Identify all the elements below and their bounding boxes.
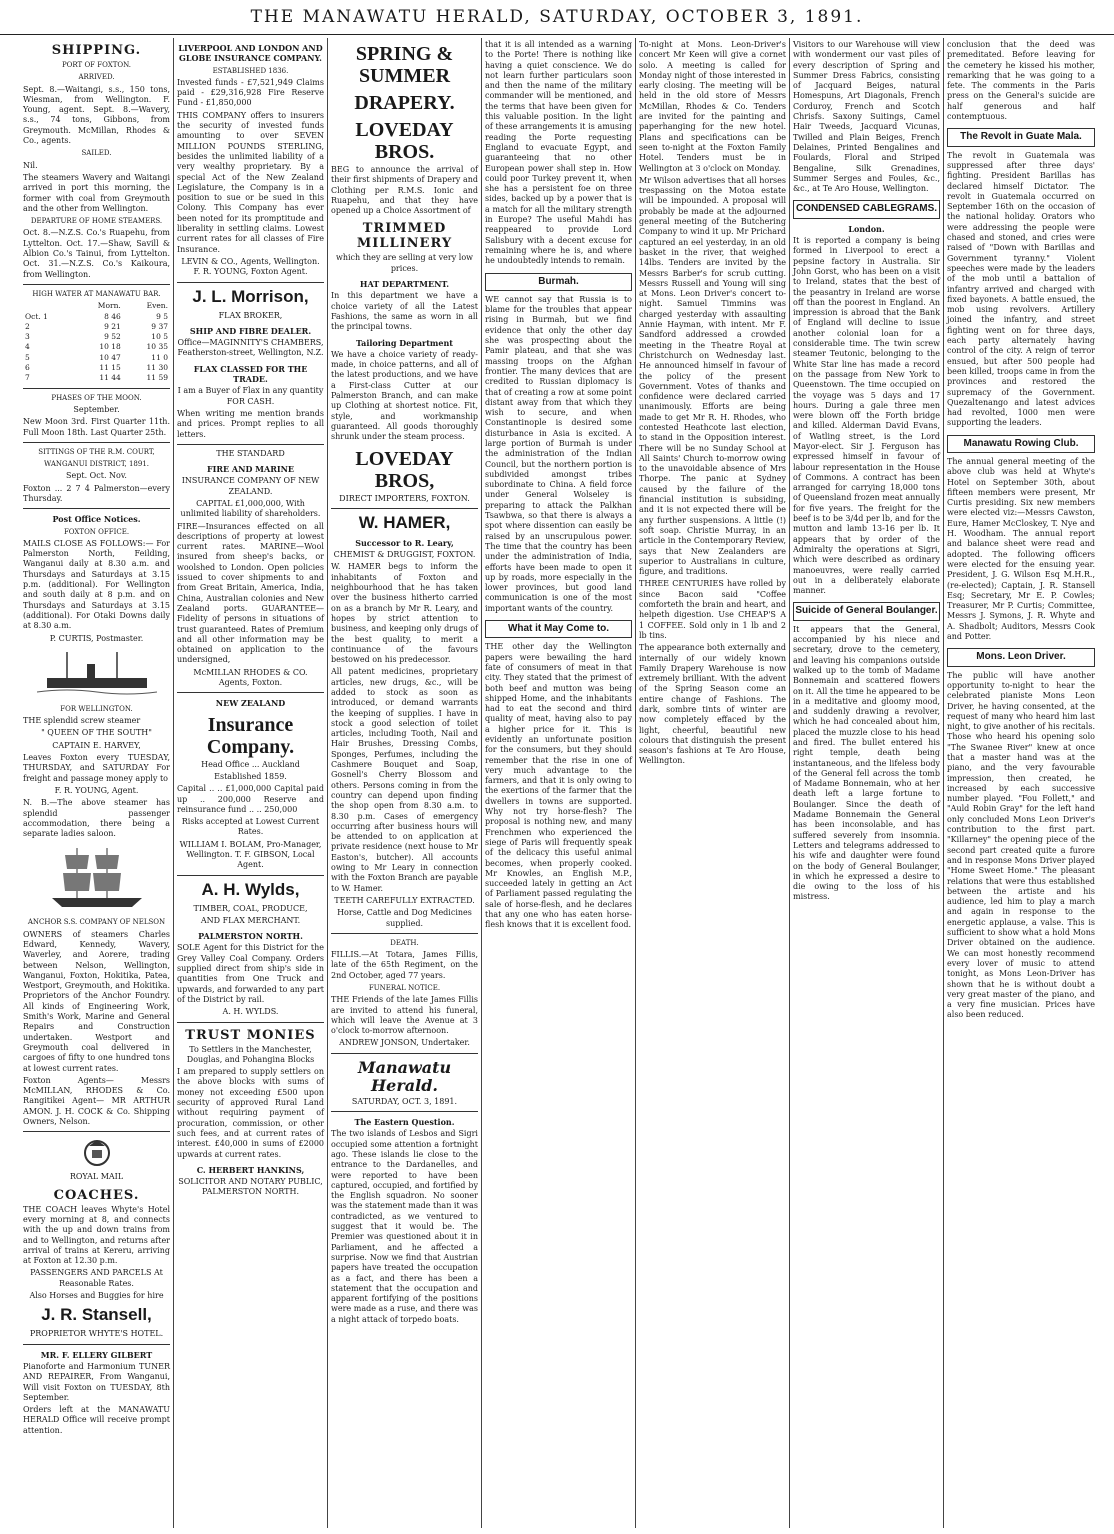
- departure-heading: DEPARTURE OF HOME STEAMERS.: [30, 217, 163, 226]
- tide-row: [23, 322, 170, 332]
- column-7: [944, 38, 1098, 1528]
- drapery-heading: DRAPERY.: [354, 92, 455, 114]
- drapery-warehouse-notice: The appearance both externally and internally of our widely known Family Drapery Warehouse is now extremely brilliant. With the advent of the Spring Season come an entire change of Fashions. The dark, sombre tints of winter are now completely effaced by the light, cheerful, beautiful new colours that distinguish the present season's fashions at Te Aro House, Wellington.: [639, 643, 786, 766]
- warehouse-visitors-text: Visitors to our Warehouse will view with wonderment our vast piles of every description of Spring and Summer Dress Fabrics, consisting of Jacquard Beiges, natural Homespuns, Art Diagonals, French Corduroy, French and Scotch Chrisfs. Saxony Suitings, Camel Hair Tweeds, Jacquard Vicunas, Twilled and Plain Beiges, French Delaines, Printed Bengalines and Foulards, Floral and Striped Bengaline, Silk Grenadines, Summer Serges and Foules, &c., &c., at Te Aro House, Wellington.: [793, 40, 940, 194]
- funeral-text: THE Friends of the late James Fillis are invited to attend his funeral, which will leave the Avenue at 3 o'clock to-morrow afternoon.: [331, 995, 478, 1036]
- burmah-text: WE cannot say that Russia is to blame for the troubles that appear rising in Burmah, but we find evidence that only the other day she was prospecting about the Pamir plateau, and that she was massing troops on the Afghan frontier. The many devices that are credited to Russian diplomacy is that of creating a row at some point distant away from that which they wish to secure, and when Constantinople is desired some disturbance in Asia is excited. A large portion of Burmah is under the administration of the Indian Council, but the northern portion is subdivided amongst tribes subordinate to China. A field force under General Wolseley is preparing to attack the Palkhan Tsawbwa, so that there is always a spot where dissention can easily be raised by an unscrupulous power. The time that the country has been under the administration of India, efforts have been made to open it up by roads, more especially in the lower provinces, but good land communication is one of the most important wants of the country.: [485, 294, 632, 613]
- flax-buyer: I am a Buyer of Flax in any quantity FOR CASH.: [177, 386, 324, 406]
- ship-fibre-label: SHIP AND FIBRE DEALER.: [189, 325, 312, 336]
- divider: [23, 508, 170, 509]
- nz-bolam: WILLIAM I. BOLAM, Pro-Manager, Wellington. T. F. GIBSON, Local Agent.: [179, 839, 322, 870]
- wylds-sole-agent: SOLE Agent for this District for the Grey Valley Coal Company. Orders supplied direct from ship's side in quantities from One Truck and upwards, and forwarded to any part of the District by rail.: [177, 943, 324, 1004]
- tide-date: 4: [25, 342, 30, 352]
- shipping-heading: SHIPPING.: [51, 43, 142, 58]
- anchor-heading: ANCHOR S.S. COMPANY OF NELSON: [27, 918, 166, 927]
- divider: [177, 692, 324, 693]
- trust-monies-text: I am prepared to supply settlers on the above blocks with sums of money not exceeding £500 upon security of approved Rural Land without requiring payment of procuration, commission, or other such fees, and at current rates of interest. £40,000 in sums of £2000 upwards at current rates.: [177, 1067, 324, 1159]
- post-heading: Post Office Notices.: [52, 514, 141, 525]
- flax-classed: FLAX CLASSED FOR THE TRADE.: [193, 363, 308, 385]
- guatemala-heading: The Revolt in Guate Mala.: [947, 128, 1095, 146]
- wylds-flax-merchant: AND FLAX MERCHANT.: [200, 915, 301, 925]
- column-6: [790, 38, 944, 1528]
- three-centuries-notice: THREE CENTURIES have rolled by since Bacon said "Coffee comforteth the brain and heart, and helpeth digestion. Use CHEAP'S A 1 COFFEE. Sold only in 1 lb and 2 lb tins.: [639, 579, 786, 640]
- moon-heading: PHASES OF THE MOON.: [51, 393, 142, 402]
- standard-heading: THE STANDARD: [216, 448, 285, 458]
- tide-morn: 11 44: [99, 373, 121, 383]
- stansell-name: J. R. Stansell,: [41, 1305, 152, 1325]
- column-4: [482, 38, 636, 1528]
- page-columns: [20, 38, 1100, 1528]
- standard-capital: CAPITAL £1,000,000, With unlimited liability of shareholders.: [180, 498, 321, 519]
- liverpool-agents: LEVIN & CO., Agents, Wellington. F. R. YOUNG, Foxton Agent.: [181, 256, 320, 277]
- eastern-question-text: The two islands of Lesbos and Sigri occupied some attention a fortnight ago. These islands lie close to the entrance to the Dardanelles, and were reported to have been captured, occupied, and fortified by the English squadron. No sooner was the statement made than it was contradicted, as we ventured to suggest that it would be. The Premier was questioned about it in Parliament, and he affected a surprise. Now we find that Austrian papers have treated the occupation as a fact, and there has been a statement that the occupation and apparent fortifying of the positions were made as a ruse, and there was a night attack of torpedo boats.: [331, 1129, 478, 1324]
- tide-row: [23, 373, 170, 383]
- passengers-parcels: PASSENGERS AND PARCELS At Reasonable Rates.: [30, 1268, 163, 1288]
- hamer-chemist: CHEMIST & DRUGGIST, FOXTON.: [333, 550, 476, 560]
- tide-date: 3: [25, 332, 30, 342]
- divider: [23, 284, 170, 285]
- steamer-detail: Leaves Foxton every TUESDAY, THURSDAY, and SATURDAY For freight and passage money apply to: [23, 753, 170, 783]
- court-months: Sept. Oct. Nov.: [66, 471, 127, 481]
- funeral-heading: FUNERAL NOTICE.: [368, 984, 441, 992]
- leon-driver-text: The public will have another opportunity to-night to hear the celebrated pianiste Mons Leon Driver, he having consented, at the request of many who heard him last night, to give another of his recitals. Those who heard his opening solo "The Swanee River" knew at once that a master hand was at the piano, and the very favourable impression, then created, he increased by each successive number played. "Fou Follett," and "Auld Robin Gray" for the left hand only concluded Mons Leon Driver's contribution to the first part. "Killarney" the opening piece of the second part created quite a furore and in response Mons Driver played "Home Sweet Home." The pleasant relations that were thus established between the artiste and his audience, led him to play a march and again in response to the energetic applause, a valse. This is sufficient to show what a hold Mons Driver obtained on the audience. We can most honestly recommend every lover of music to attend tonight, as Mons Leon-Driver has shown that he is without doubt a very great master of the piano, and a very fine musician. Prices have also been reduced.: [947, 670, 1096, 1020]
- tailoring-text: We have a choice variety of ready-made, in choice patterns, and all of the latest productions, and we have a First-class Cutter at our Palmerston Branch, and can make up Clothing at shortest notice. Fit, style, and workmanship guaranteed. All goods thoroughly shrunk under the steam process.: [331, 349, 478, 442]
- proprietor-label: PROPRIETOR WHYTE'S HOTEL.: [29, 1329, 164, 1339]
- nz-risks: Risks accepted at Lowest Current Rates.: [181, 817, 320, 837]
- condensed-cablegrams-heading: CONDENSED CABLEGRAMS.: [793, 200, 940, 218]
- teeth-extracted: TEETH CAREFULLY EXTRACTED.: [334, 895, 475, 905]
- tide-morn: 9 52: [104, 332, 121, 342]
- sailing-ship-illustration: [37, 843, 157, 913]
- loveday-bros-signature: LOVEDAY BROS,: [355, 447, 454, 492]
- tide-even: 10 5: [151, 332, 168, 342]
- tide-morn: 10 18: [99, 342, 121, 352]
- coaches-heading: COACHES.: [53, 1187, 140, 1203]
- burmah-heading: Burmah.: [485, 273, 632, 291]
- masthead: [0, 0, 1114, 35]
- tide-heading: HIGH WATER AT MANAWATU BAR.: [32, 289, 161, 298]
- divider: [23, 1131, 170, 1132]
- divider: [331, 508, 478, 509]
- column-2: [174, 38, 328, 1528]
- trimmed-millinery: TRIMMED MILLINERY: [356, 221, 453, 252]
- wylds-name: A. H. Wylds,: [201, 879, 300, 899]
- nz-head-office: Head Office ... Auckland: [201, 759, 300, 769]
- divider: [331, 933, 478, 934]
- fire-marine-text: FIRE—Insurances effected on all descriptions of property at lowest current rates. MARINE—Wool insured from sheep's backs, or woolshed to London. Open policies issued to cover shipments to and from Great Britain, America, India, China, Australian colonies and New Zealand ports. GUARANTEE—Fidelity of persons in situations of trust guaranteed. Rates of Premium and all other information may be obtained on application to the undersigned,: [177, 521, 324, 665]
- tide-morn: 8 46: [104, 311, 121, 321]
- liverpool-funds: Invested funds - £7,521,949 Claims paid - £29,316,928 Fire Reserve Fund - £1,850,000: [177, 77, 324, 108]
- selling-low-prices: which they are selling at very low prices.: [336, 253, 473, 273]
- tide-date: 5: [25, 352, 30, 362]
- horses-for-hire: Also Horses and Buggies for hire: [29, 1291, 164, 1301]
- loveday-heading: LOVEDAY BROS.: [355, 119, 454, 163]
- tide-row: [23, 332, 170, 342]
- tide-row: [23, 353, 170, 363]
- horse-medicines: Horse, Cattle and Dog Medicines supplied.: [337, 908, 472, 928]
- divider: [23, 388, 170, 389]
- steamers-note: The steamers Wavery and Waitangi arrived in port this morning, the former with coal from Greymouth and the other from Wellington.: [23, 172, 170, 213]
- anchor-text: OWNERS of steamers Charles Edward, Kennedy, Wavery, Waverley, and Aorere, trading between Nelson, Wellington, Wanganui, Foxton, Hokitika, Patea, Westport, Greymouth, and Hokitika. Proprietors of the Anchor Foundry. All kinds of Engineering Work, Smith's Work, Marine and General Repairs and Construction undertaken. Westport and Greymouth coal delivered in cargoes of fifty to one hundred tons at lowest current rates.: [23, 929, 170, 1073]
- divider: [23, 442, 170, 443]
- tide-even: 9 37: [151, 321, 168, 331]
- divider: [23, 1344, 170, 1345]
- steamship-illustration: [37, 648, 157, 700]
- piano-tuner-text: Pianoforte and Harmonium TUNER AND REPAIRER, From Wanganui, Will visit Foxton on TUESDAY, 8th September.: [23, 1361, 170, 1402]
- what-it-may-come-to-heading: What it May Come to.: [485, 620, 632, 638]
- tide-morn: 11 15: [99, 363, 121, 373]
- rowing-club-heading: Manawatu Rowing Club.: [947, 435, 1095, 453]
- court-heading: SITTINGS OF THE R.M. COURT,: [38, 447, 155, 456]
- standard-insurance: INSURANCE COMPANY OF NEW ZEALAND.: [181, 476, 320, 496]
- nz-heading: NEW ZEALAND: [215, 698, 286, 709]
- tide-even: 11 30: [146, 363, 168, 373]
- hamer-name: W. HAMER,: [358, 512, 451, 532]
- steamer-agent: F. R. YOUNG, Agent.: [54, 785, 139, 795]
- trust-monies-heading: TRUST MONIES: [185, 1027, 316, 1043]
- cablegrams-text: It is reported a company is being formed in Liverpool to erect a pepsine factory in Australia. Sir John Gorst, who has been on a visit to Ireland, states that the best of the peasantry in Ireland are worse off than the poorest in England. An impression is abroad that the Bank of England will decline to issue another colonial loan for a considerable time. The twin screw steamer Teutonic, belonging to the White Star line has made a record on the passage from New York to Queenstown. The time occupied on the voyage was 5 days and 17 hours. During a gale three men were blown off the Forth bridge and killed. Alderman David Evans, of Watling street, is the Lord Mayor-elect. Sir J. Ferguson has expressed himself in favour of labour representation in the House of Commons. A contract has been arranged for carrying 18,000 tons of Queensland frozen meat annually for five years. The freight for the beef is to be 3/4d per lb, and for the mutton and lamb 13-16 per lb. It appears that by order of the Admiralty the operations at Sigri, which were described as ordinary manoeuvres, were really carried out in a deliberately elaborate manner.: [793, 236, 940, 596]
- court-text: Foxton ... 2 7 4 Palmerston—every Thursday.: [23, 483, 170, 503]
- moon-month: September.: [73, 404, 120, 414]
- steamer-captain: CAPTAIN E. HARVEY,: [52, 740, 141, 750]
- death-text: FILLIS.—At Totara, James Fillis, late of the 65th Regiment, on the 2nd October, aged 77 years.: [331, 950, 478, 980]
- boulanger-heading: Suicide of General Boulanger.: [793, 602, 940, 620]
- tide-table: [23, 301, 170, 383]
- hamer-successor: Successor to R. Leary,: [355, 537, 454, 548]
- tide-even: 10 35: [146, 342, 168, 352]
- sailed-text: Nil.: [23, 160, 38, 170]
- tide-morn: 10 47: [99, 352, 121, 362]
- tide-date: Oct. 1: [25, 311, 48, 321]
- piano-tuner-heading: MR. F. ELLERY GILBERT: [40, 1349, 153, 1360]
- divider: [177, 444, 324, 445]
- post-subheading: FOXTON OFFICE.: [63, 527, 130, 536]
- tide-even: 9 5: [156, 311, 168, 321]
- steamer-text: THE splendid screw steamer: [23, 716, 141, 726]
- hamer-patent: All patent medicines, proprietary articles, new drugs, &c., will be added to stock as soon as introduced, or demand warrants the keeping of supplies. I have in stock a good selection of toilet articles, including Tooth, Nail and Hair Brushes, Dressing Combs, Sponges, Perfumes, including the Cashmere Bouquet and Soap, Gosnell's Cherry Blossom and others. Persons coming in from the country can depend upon finding the shop open from 8.30 a.m. to 8.30 p.m. Cases of emergency occurring after business hours will be attended to on application at private residence (next house to Mr Easton's, butcher). All accounts owing to Mr Leary in connection with the Foxton Branch are payable to W. Hamer.: [331, 667, 478, 893]
- tide-even: 11 59: [146, 373, 168, 383]
- nz-capital: Capital .. .. £1,000,000 Capital paid up .. 200,000 Reserve and reinsurance fund .. .. 250,000: [177, 784, 324, 814]
- tide-morn: 9 21: [104, 321, 121, 331]
- divider: [331, 1053, 478, 1054]
- leon-driver-heading: Mons. Leon Driver.: [947, 648, 1095, 666]
- hankins-name: C. HERBERT HANKINS,: [196, 1164, 305, 1175]
- flax-broker-label: FLAX BROKER,: [218, 310, 283, 320]
- wylds-signature: A. H. WYLDS.: [222, 1007, 279, 1017]
- moon-text: New Moon 3rd. First Quarter 11th. Full Moon 18th. Last Quarter 25th.: [23, 417, 170, 437]
- court-subheading: WANGANUI DISTRICT, 1891.: [43, 460, 150, 469]
- eastern-question-continued: that it is all intended as a warning to the Porte! There is nothing like having a quiet conscience. We do not learn further particulars soon and then the name of the military commander will be mentioned, and the terms that have been given for this valuable position. In the light of these arrangements it is amusing reading the Porte requesting England to evacuate Egypt, and guaranteeing that no other European power shall step in. How could poor Turkey prevent it, when she has a persistent foe on three sides, backed up by a power that is a match for all the military strength in Europe? The useful Mahdi has reappeared to provide Lord Salisbury with a decent excuse for remaining where he is, and where he undoubtedly intends to remain.: [485, 40, 632, 266]
- tide-row: [23, 342, 170, 352]
- wylds-timber: TIMBER, COAL, PRODUCE,: [193, 903, 308, 913]
- arrived-label: ARRIVED.: [78, 73, 115, 82]
- liverpool-heading: LIVERPOOL AND LONDON AND GLOBE INSURANCE COMPANY.: [178, 43, 323, 64]
- arrived-text: Sept. 8.—Waitangi, s.s., 150 tons, Wiesman, from Wellington. F. Young, agent. Sept. 8.—Wavery, s.s., 74 tons, Gibbons, from Greymouth. McMillan, Rhodes & Co., agents.: [23, 84, 170, 146]
- newspaper-title: THE MANAWATU HERALD, SATURDAY, OCTOBER 3, 1891.: [250, 7, 864, 27]
- liverpool-established: ESTABLISHED 1836.: [212, 66, 289, 75]
- tide-date: 2: [25, 321, 30, 331]
- orders-notice: Orders left at the MANAWATU HERALD Office will receive prompt attention.: [23, 1405, 170, 1435]
- local-concert-notes: To-night at Mons. Leon-Driver's concert Mr Keen will give a cornet solo. A meeting is called for Monday night of those interested in early closing. The meeting will be held in the old store of Messrs McMillan, Rhodes & Co. Tenders are invited for the painting and paperhanging for the new hotel. Plans and specifications can be seen to-night at the Foxton Family Hotel. Tenders must be in Wellington at 3 o'clock on Monday.: [639, 40, 786, 173]
- nz-insurance-heading: Insurance Company.: [206, 713, 295, 758]
- steamer-name: " QUEEN OF THE SOUTH": [41, 728, 152, 738]
- tide-col-header: Even.: [146, 301, 168, 311]
- for-wellington-heading: FOR WELLINGTON.: [60, 704, 133, 713]
- tide-row: [23, 312, 170, 322]
- death-heading: DEATH.: [390, 938, 419, 947]
- loveday-announce: BEG to announce the arrival of their first shipments of Drapery and Clothing per R.M.S. Ionic and Ruapehu, and that they have opened up a Choice Assortment of: [331, 165, 478, 216]
- tide-col-header: [23, 301, 73, 311]
- coach-text: THE COACH leaves Whyte's Hotel every morning at 8, and connects with the up and down trains from and to Wellington, and returns after arrival of trains at Kereru, arriving at Foxton at 12.30 p.m.: [23, 1204, 170, 1266]
- liverpool-text: THIS COMPANY offers to insurers the security of invested funds amounting to over SEVEN MILLION POUNDS STERLING, besides the unlimited liability of a very wealthy proprietary. By a special Act of the New Zealand Legislature, the Company is in a position to sue or be sued in this Colony. This Company has ever been noted for its promptitude and liberality in settling claims. Lowest current rates for all classes of Fire Insurance.: [177, 110, 324, 254]
- divider: [177, 282, 324, 283]
- anchor-agents: Foxton Agents— Messrs McMILLAN, RHODES & Co. Rangitikei Agent— MR ARTHUR AMON. J. H. COCK & Co. Shipping Owners, Nelson.: [23, 1075, 170, 1127]
- tide-header-row: [23, 301, 170, 311]
- column-3: [328, 38, 482, 1528]
- boulanger-text: It appears that the General, accompanied by his niece and secretary, drove to the cemetery, and leaving his companions outside walked up to the tomb of Madame Bonnemain and scattered flowers on it. All the time he appeared to be in a meditative and gloomy mood, and suddenly drawing a revolver, which he had concealed about him, placed the muzzle close to his head and fired. The bullet entered his right temple, death being instantaneous, and the lifeless body of the General fell across the tomb of Madame Bonnemain, who at her death left a large fortune to Boulanger. Since the death of Madame Bonnemain the General has been inconsolable, and has suffered severely from insomnia. Letters and telegrams addressed to his wife and daughter were found on the body of General Boulanger, in which he expressed a desire to die owing to the loss of his mistress.: [793, 624, 940, 902]
- port-heading: PORT OF FOXTON.: [61, 61, 132, 69]
- fire-marine-heading: FIRE AND MARINE: [206, 464, 295, 475]
- what-it-may-come-to-text: THE other day the Wellington papers were bewailing the hard fate of consumers of meat in that city. They stated that the primest of both beef and mutton was being shipped Home, and the inhabitants had to eat the second and third quality of meat, having also to pay a higher price for it. This is evidently an unfortunate position for the consumers, but they should remember that the rise in one of very much advantage to the farmers, and that it is only owing to the exertions of the farmer that the dwellers in towns are supported. Why not try horse-flesh? The proposal is nothing new, and many Frenchmen who experienced the siege of Paris will frequently speak of the delicacy this useful animal becomes, when properly cooked. Mr Knowles, an English M.P., succeeded lately in getting an Act of Parliament passed regulating the sale of horse-flesh, and he declares that any one who has eaten horse-flesh knows that it is excellent food.: [485, 642, 632, 930]
- tailoring-heading: Tailoring Department: [355, 337, 453, 348]
- boulanger-continued: conclusion that the deed was premeditated. Before leaving for the cemetery he kissed his mother, remarking that he was going to a fete. The comments in the Paris press on the General's suicide are half generous and half contemptuous.: [947, 40, 1095, 122]
- hat-department-text: In this department we have a choice variety of all the Latest Fashions, the same as worn in all the principal towns.: [331, 291, 478, 332]
- column-1: [20, 38, 174, 1528]
- mcmillan-agents: McMILLAN RHODES & CO. Agents, Foxton.: [193, 667, 308, 688]
- spring-summer-heading: SPRING & SUMMER: [355, 43, 454, 87]
- nz-established: Established 1859.: [214, 771, 287, 781]
- loveday-importers: DIRECT IMPORTERS, FOXTON.: [339, 493, 470, 503]
- post-text: MAILS CLOSE AS FOLLOWS:— For Palmerston North, Feilding, Wanganui daily at 8.30 a.m. and Thursdays and Saturdays at 3.15 p.m. (additional). For Wellington and south daily at 8 p.m. and on Thursdays and Saturdays at 3.15 (additional). For Otaki Downs daily at 8.30 a.m.: [23, 538, 170, 631]
- hamer-text: W. HAMER begs to inform the inhabitants of Foxton and neighbourhood that he has taken over the business hitherto carried on as a branch by Mr R. Leary, and hopes by strict attention to business, and keeping only drugs of the best quality, to merit a continuance of the favours bestowed on his predecessor.: [331, 562, 478, 665]
- tide-row: [23, 363, 170, 373]
- guatemala-text: The revolt in Guatemala was suppressed after three days' fighting. President Barillas has declared himself Dictator. The revolt in Guatemala occurred on September 16th on the occasion of the national holiday. Orators who were addressing the people were chased and stoned, and cries were raised of "Down with Barillas and Government tyranny." Violent speeches were made by the leaders of the mob until a battalion of infantry arrived and charged with fixed bayonets. A battle ensued, the mob using revolvers. Artillery joined the infantry, and street fighting went on for three days, each party alternately having control of the city. A reign of terror ensued, but after 500 people had been killed, troops came in from the provinces and restored the supremacy of the Government. Quezaltenango and latest advices had revolted, 1000 men were supporting the leaders.: [947, 150, 1095, 428]
- trust-monies-sub: To Settlers in the Manchester, Douglas, and Pohangina Blocks: [186, 1044, 315, 1064]
- royal-mail-label: ROYAL MAIL: [69, 1172, 124, 1182]
- eastern-question-heading: The Eastern Question.: [354, 1117, 455, 1128]
- morrison-office: Office—MAGINNITY'S CHAMBERS, Featherston-street, Wellington, N.Z.: [177, 338, 324, 358]
- tide-date: 7: [25, 373, 30, 383]
- hankins-title: SOLICITOR AND NOTARY PUBLIC, PALMERSTON NORTH.: [178, 1177, 323, 1197]
- royal-crest-icon: [67, 1136, 127, 1170]
- divider: [331, 1111, 478, 1112]
- divider: [177, 1022, 324, 1023]
- sailed-label: SAILED.: [81, 149, 112, 158]
- local-news-text: Mr Wilson advertises that all horses trespassing on the Motoa estate will be impounded. A proposal will probably be made at the adjourned general meeting of the Butchering Company to wind it up. Mr Prichard captured an eel yesterday, in an old basket in the river, that weighed 14lbs. Tenders are invited by the Messrs Barber's for scrub cutting. Messrs Russell and Young will sing at Mons. Leon Driver's concert to-night. Samuel Timmins was charged yesterday with assaulting Annie Hayman, with intent. Mr F. Sandford addressed a crowded meeting in the Theatre Royal at Christchurch on Wednesday last. He announced himself in favour of the policy of the present Government. Votes of thanks and confidence were declared carried unanimously. Efforts are being made to get Mr R. H. Rhodes, who contested Heathcote last election, to stand in the Opposition interest. There will be no Sunday School at All Saints' Church to-morrow owing to the unavoidable absence of Mrs Thorpe. The panic at Sydney caused by the failure of the financial institution is subsiding, and it is not expected there will be any further suspensions. A little (!) soft soap. Christie Murray, in an article in the Contemporary Review, says that New Zealanders are superior to Australians in culture, figure, and traditions.: [639, 175, 786, 577]
- column-5: [636, 38, 790, 1528]
- tide-col-header: Morn.: [97, 301, 121, 311]
- herald-nameplate: Manawatu Herald.: [357, 1057, 452, 1095]
- tide-even: 11 0: [151, 352, 168, 362]
- herald-date: SATURDAY, OCT. 3, 1891.: [351, 1096, 458, 1106]
- tide-date: 6: [25, 363, 30, 373]
- hat-department-heading: HAT DEPARTMENT.: [359, 279, 450, 290]
- departure-text: Oct. 8.—N.Z.S. Co.'s Ruapehu, from Lyttelton. Oct. 17.—Shaw, Savill & Albion Co.'s Tainui, from Lyttelton. Oct. 31.—N.Z.S. Co.'s Kaikoura, from Wellington.: [23, 228, 170, 279]
- when-writing: When writing me mention brands and prices. Prompt replies to all letters.: [177, 408, 324, 439]
- steamer-note: N. B.—The above steamer has splendid passenger accommodation, there being a separate ladies saloon.: [23, 798, 170, 839]
- divider: [177, 875, 324, 876]
- post-signature: P. CURTIS, Postmaster.: [49, 633, 144, 643]
- london-heading: London.: [848, 223, 885, 234]
- morrison-name: J. L. Morrison,: [192, 286, 309, 306]
- rowing-club-text: The annual general meeting of the above club was held at Whyte's Hotel on September 30th, about fifteen members were present, Mr Curtis presiding. Six new members were elected viz:—Messrs Cawston, Eure, Hamer McCloskey, T. Nye and H. Woodham. The annual report and balance sheet were read and adopted. The following officers were elected for the ensuing year. President, J. G. Wilson Esq M.H.R., (re-elected); Captain, J. R. Stansell Esq; Secretary, Mr E. P. Cowles; Treasurer, Mr P. Curtis; Committee, Messrs J. Symons, J. R. Whyte and A. Shadbolt; Auditors, Messrs Cook and Potter.: [947, 456, 1095, 642]
- undertaker: ANDREW JONSON, Undertaker.: [339, 1038, 470, 1048]
- wylds-palmerston: PALMERSTON NORTH.: [198, 931, 303, 942]
